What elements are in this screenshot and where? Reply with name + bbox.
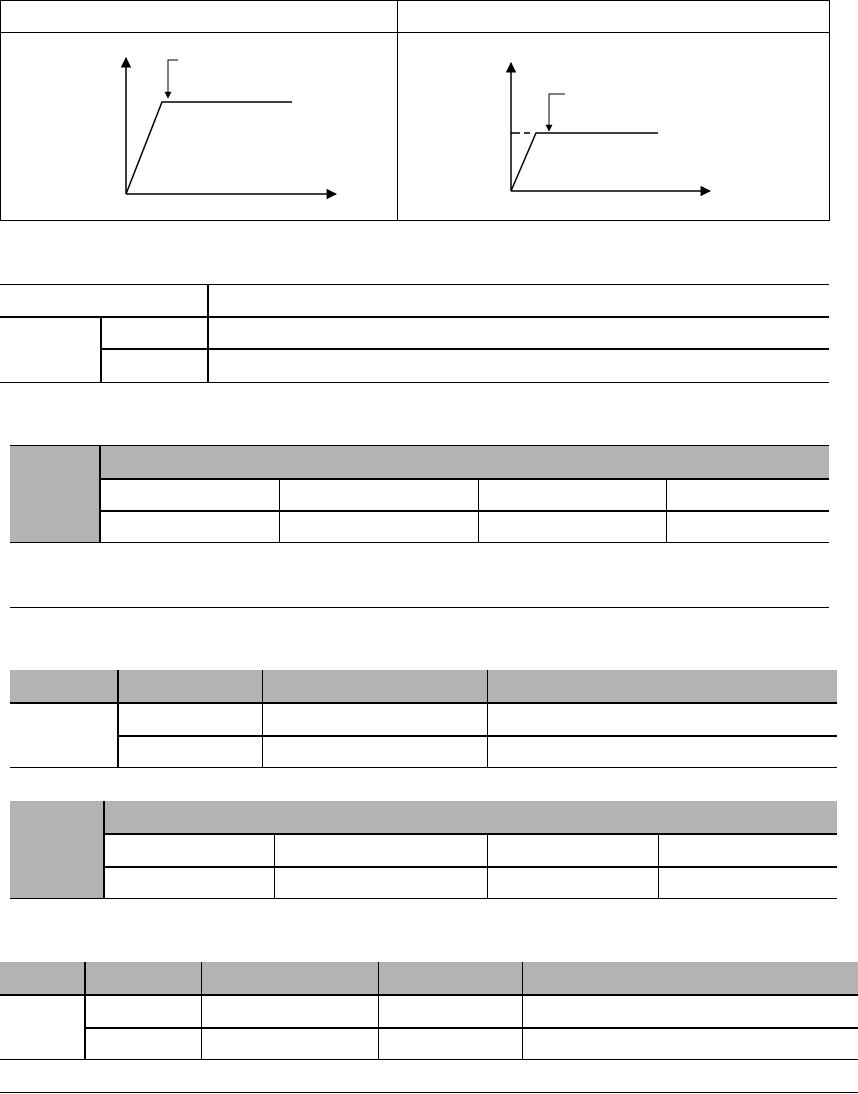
table-rule <box>0 1059 858 1060</box>
table-divider <box>84 962 86 1060</box>
table-rule <box>0 316 829 318</box>
table-divider <box>207 284 209 383</box>
table-rule <box>10 702 837 704</box>
left-ramp-curve <box>126 58 336 194</box>
table-divider <box>117 670 119 768</box>
table-divider <box>201 962 202 1060</box>
table-divider <box>279 479 280 543</box>
header-row <box>10 670 837 703</box>
column-header-cell <box>103 801 837 834</box>
table-divider <box>378 962 379 1060</box>
down-arrow-icon <box>168 60 178 98</box>
table-divider <box>487 834 488 899</box>
table-rule <box>100 510 829 512</box>
table-divider <box>262 670 263 768</box>
section-separator <box>10 607 829 608</box>
table-rule <box>103 866 837 868</box>
table-rule <box>0 382 829 383</box>
right-ramp-curve <box>511 63 710 191</box>
curve-diagrams <box>0 0 858 230</box>
row-header-cell <box>10 445 100 543</box>
table-rule <box>103 833 837 835</box>
table-rule <box>0 284 829 285</box>
down-arrow-icon <box>549 94 565 131</box>
table-divider <box>99 445 101 543</box>
table-divider <box>487 670 488 768</box>
table-rule <box>10 898 837 899</box>
table-rule <box>101 348 829 350</box>
table-rule <box>10 767 837 768</box>
table-divider <box>274 834 275 899</box>
ramp-line <box>126 102 292 194</box>
table-rule <box>10 445 829 446</box>
table-rule <box>118 735 837 737</box>
row-header-cell <box>10 801 103 899</box>
header-row <box>0 962 858 995</box>
table-divider <box>522 962 523 1060</box>
page-bottom-rule <box>0 1092 858 1093</box>
table-divider <box>478 479 479 543</box>
table-divider <box>103 801 105 899</box>
table-divider <box>658 834 659 899</box>
column-header-cell <box>100 445 829 478</box>
table-rule <box>10 542 829 543</box>
table-divider <box>100 316 102 383</box>
ramp-line <box>511 133 658 191</box>
table-rule <box>100 478 829 480</box>
table-divider <box>666 479 667 543</box>
table-rule <box>0 994 858 996</box>
